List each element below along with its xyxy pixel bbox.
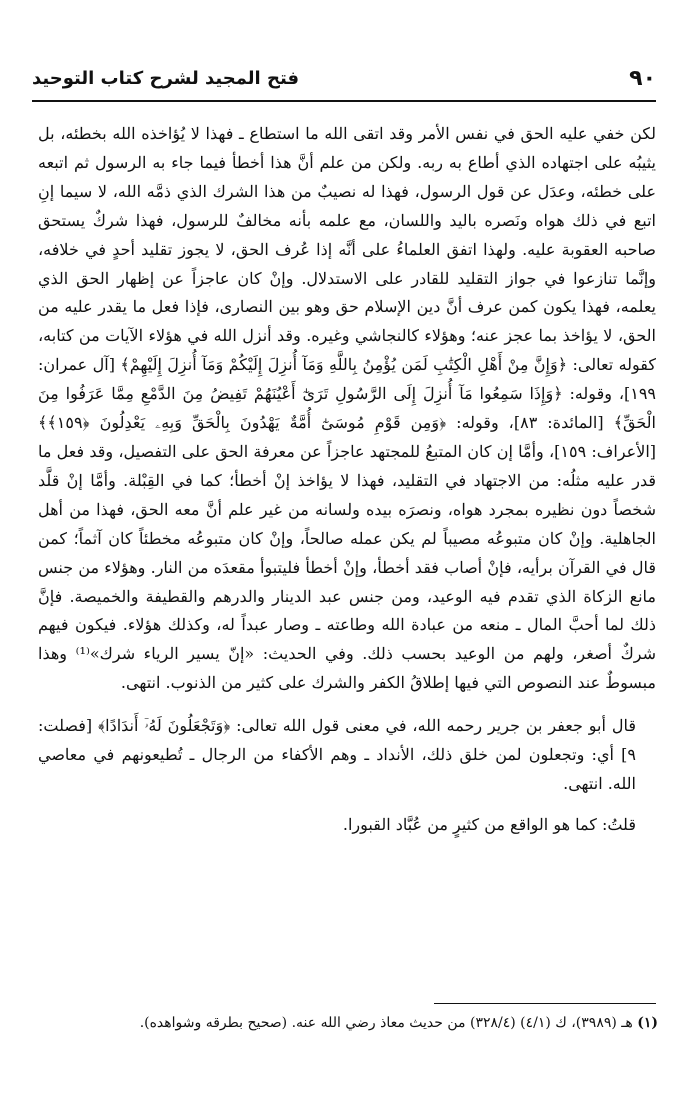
main-text [38,120,656,840]
header-rule [32,100,656,102]
page-number: ٩٠ [629,66,656,91]
page-header [32,62,656,98]
paragraph-2: قال أبو جعفر بن جرير رحمه الله، في معنى قول الله تعالى: ﴿وَتَجْعَلُونَ لَهُۥٓ أَندَادًا﴾ [فصلت: ٩] أي: وتجعلون لمن خلق ذلك، الأنداد ـ وهم الأكفاء من الرجال ـ تُطيعونهم في معاصي الله. انتهى. [38,716,636,793]
footnote-text: هـ (٣٩٨٩)، ك (٤/١) (٣٢٨/٤) من حديث معاذ رضي الله عنه. (صحيح بطرقه وشواهده). [139,1015,633,1031]
footnote [20,1012,658,1034]
paragraph-1: لكن خفي عليه الحق في نفس الأمر وقد اتقى الله ما استطاع ـ فهذا لا يُؤاخذه الله بخطئه، بل يثيبُه على اجتهاده الذي أطاع به ربه. ولكن من علم أنَّ هذا أخطأ فيما جاء به الرسول ثم اتبعه على خطئه، وعدَل عن قول الرسول، فهذا له نصيبٌ من هذا الشرك الذي ذمَّه الله، لا سيما إنِ اتبع في ذلك هواه ونَصره باليد واللسان، مع علمه بأنه مخالفٌ للرسول، فهذا شركٌ يستحق صاحبه العقوبة عليه. ولهذا اتفق العلماءُ على أنَّه إذا عُرف الحق، لا يجوز تقليد أحدٍ في خلافه، وإنَّما تنازعوا في جواز التقليد للقادر على الاستدلال. وإنْ كان عاجزاً عن إظهار الحق الذي يعلمه، فهذا يكون كمن عرف أنَّ دين الإسلام حق وهو بين النصارى، فإذا فعل ما يقدر عليه من الحق، لا يؤاخذ بما عجز عنه؛ وهؤلاء كالنجاشي وغيره. وقد أنزل الله في هؤلاء الآيات من كتابه، كقوله تعالى: ﴿وَإِنَّ مِنْ أَهْلِ الْكِتَٰبِ لَمَن يُؤْمِنُ بِاللَّهِ وَمَآ أُنزِلَ إِلَيْكُمْ وَمَآ أُنزِلَ إِلَيْهِمْ﴾ [آل عمران: ١٩٩]، وقوله: ﴿وَإِذَا سَمِعُوا مَآ أُنزِلَ إِلَى الرَّسُولِ تَرَىٰٓ أَعْيُنَهُمْ تَفِيضُ مِنَ الدَّمْعِ مِمَّا عَرَفُوا مِنَ الْحَقِّ﴾ [المائدة: ٨٣]، وقوله: ﴿وَمِن قَوْمِ مُوسَىٰٓ أُمَّةٌ يَهْدُونَ بِالْحَقِّ وَبِهِۦ يَعْدِلُونَ ﴿١٥٩﴾﴾ [الأعراف: ١٥٩]، وأمَّا إن كان المتبعُ للمجتهد عاجزاً عن معرفة الحق على التفصيل، وقد فعل ما قدر عليه مثلُه: من الاجتهاد في التقليد، فهذا لا يؤاخذ إنْ أخطأ؛ كما في القِبْلة. وأمَّا إنْ قلَّد شخصاً دون نظيره بمجرد هواه، ونصرَه بيده ولسانه من غير علم أنَّ معه الحق، فهذا من أهل الجاهلية. وإنْ كان متبوعُه مصيباً لم يكن عمله صالحاً، وإنْ كان متبوعُه مخطئاً كان آثماً؛ كمن قال في القرآن برأيه، فإنْ أصاب فقد أخطأ، وإنْ أخطأ فليتبوأ مقعدَه من النار. وهؤلاء من جنس مانع الزكاة الذي تقدم فيه الوعيد، ومن جنس عبد الدينار والدرهم والقطيفة والخميصة. فإنَّ ذلك لما أحبَّ المال ـ منعه من عبادة الله وطاعته ـ وصار عبداً له، وكذلك هؤلاء. فيكون فيهم شركٌ أصغر، ولهم من الوعيد بحسب ذلك. وفي الحديث: «إنّ يسير الرياء شرك»⁽¹⁾ وهذا مبسوطٌ عند النصوص التي فيها إطلاقُ الكفر والشرك على كثير من الذنوب. انتهى. [38,124,657,693]
paragraph-3: قلتُ: كما هو الواقع من كثيرٍ من عُبَّاد القبورا. [342,814,636,834]
footnote-rule [434,1003,656,1004]
running-title: فتح المجيد لشرح كتاب التوحيد [32,68,300,89]
footnote-marker: (١) [637,1015,658,1031]
